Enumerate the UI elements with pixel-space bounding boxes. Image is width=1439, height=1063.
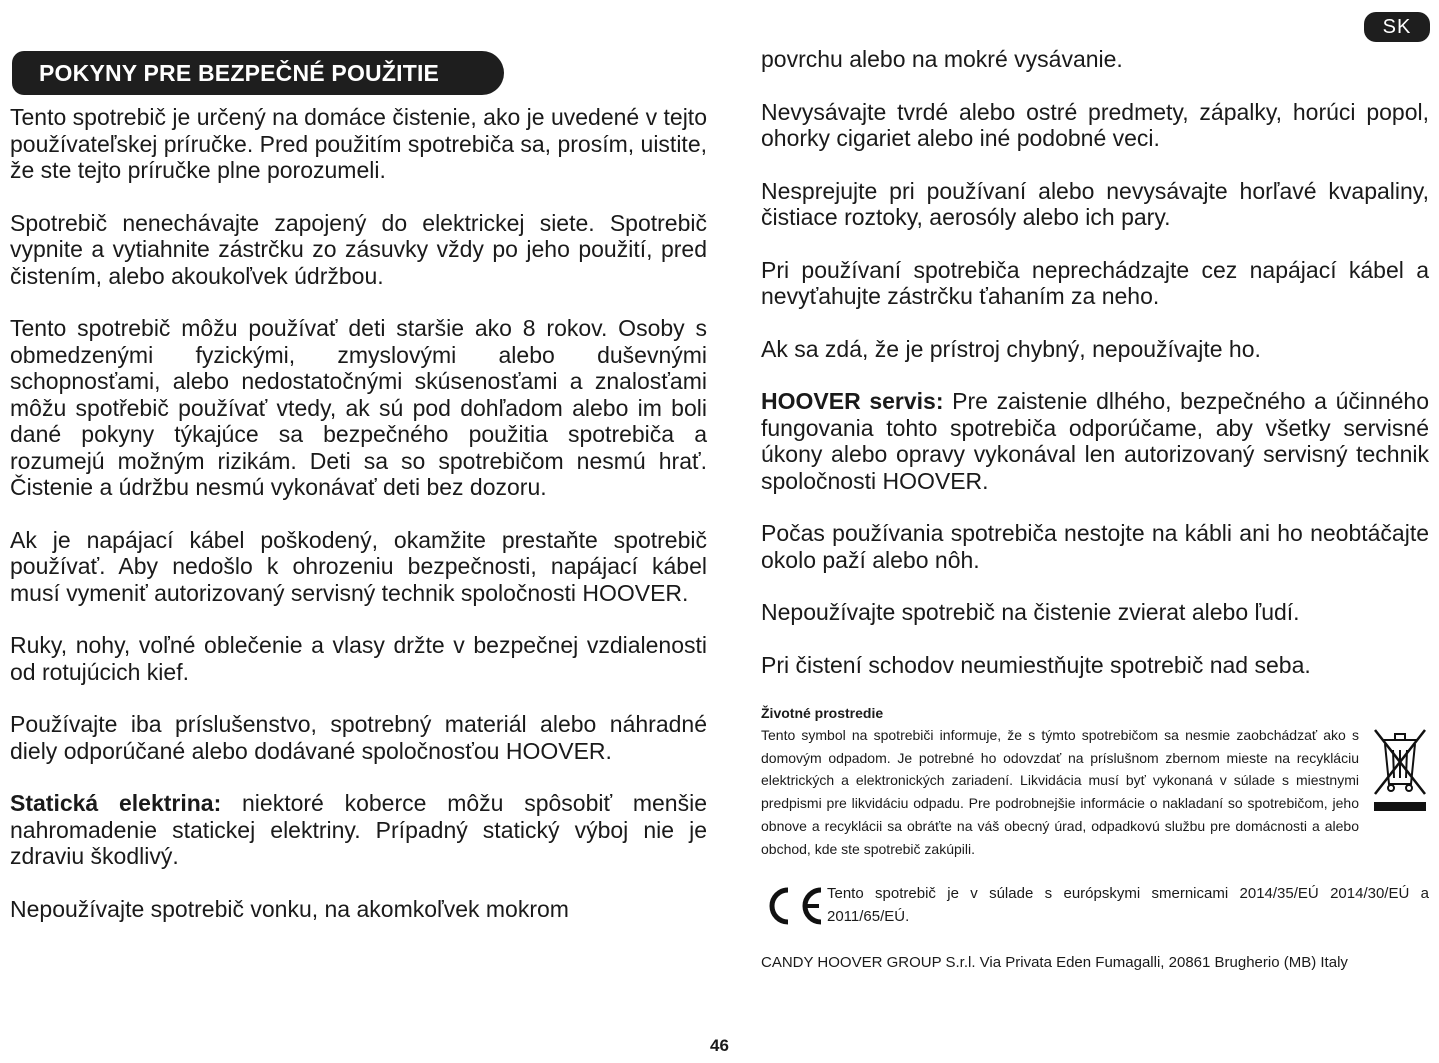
paragraph-rotating-brushes: Ruky, nohy, voľné oblečenie a vlasy držte v bezpečnej vzdialenosti od rotujúcich kief. [10, 632, 707, 685]
environment-title: Životné prostredie [761, 705, 884, 721]
language-badge: SK [1364, 12, 1430, 42]
paragraph-people-animals: Nepoužívajte spotrebič na čistenie zvierat alebo ľudí. [761, 599, 1300, 625]
paragraph-intended-use: Tento spotrebič je určený na domáce čistenie, ako je uvedené v tejto používateľskej príručke. Pred použitím spotrebiča sa, prosím, uistite, že ste tejto príručke plne porozumeli. [10, 104, 708, 183]
hoover-service-text: Pre zaistenie dlhého, bezpečného a účinného fungovania tohto spotrebiča odporúčame, aby všetky servisné úkony alebo opravy vykonával len autorizovaný servisný technik spoločnosti HOOVER. [761, 388, 1429, 494]
paragraph-wet-surface: povrchu alebo na mokré vysávanie. [761, 46, 1123, 72]
paragraph-power-cable: Pri používaní spotrebiča neprechádzajte cez napájací kábel a nevyťahujte zástrčku ťahaním za neho. [761, 256, 1429, 309]
ce-compliance-text: Tento spotrebič je v súlade s európskymi smernicami 2014/35/EÚ 2014/30/EÚ a 2011/65/EÚ. [827, 885, 1429, 926]
paragraph-flammable: Nesprejujte pri používaní alebo nevysávajte horľavé kvapaliny, čistiace roztoky, aerosóly alebo ich pary. [761, 177, 1429, 230]
ce-mark-icon [761, 884, 825, 928]
paragraph-faulty-device: Ak sa zdá, že je prístroj chybný, nepoužívajte ho. [761, 335, 1261, 362]
ce-compliance [761, 882, 1429, 928]
environment-section [761, 702, 1429, 860]
company-address: CANDY HOOVER GROUP S.r.l. Via Privata Eden Fumagalli, 20861 Brugherio (MB) Italy [761, 954, 1348, 972]
static-electricity-text: niektoré koberce môžu spôsobiť menšie nahromadenie statickej elektriny. Prípadný statický výboj nie je zdraviu škodlivý. [10, 790, 707, 869]
environment-text: Tento symbol na spotrebiči informuje, že s týmto spotrebičom sa nesmie zaobchádzať ako s domovým odpadom. Je potrebné ho odovzdať na príslušnom zbernom mieste na recykláciu elektrických a elektronických zariadení. Likvidácia musí byť vykonaná v súlade s miestnymi predpismi pre likvidáciu odpadu. Pre podrobnejšie informácie o nakladaní so spotrebičom, jeho obnove a recyklácii sa obráťte na váš obecný úrad, odpadkovú službu pre domácnosti a alebo obchod, kde ste spotrebič zakúpili. [761, 727, 1359, 857]
page-number: 46 [710, 1036, 729, 1055]
paragraph-hard-objects: Nevysávajte tvrdé alebo ostré predmety, zápalky, horúci popol, ohorky cigariet alebo iné podobné veci. [761, 98, 1429, 151]
paragraph-hoover-service [761, 388, 1429, 494]
section-title: POKYNY PRE BEZPEČNÉ POUŽITIE [12, 51, 504, 95]
paragraph-accessories: Používajte iba príslušenstvo, spotrebný materiál alebo náhradné diely odporúčané alebo dodávané spoločnosťou HOOVER. [10, 711, 707, 764]
paragraph-damaged-cable: Ak je napájací kábel poškodený, okamžite prestaňte spotrebič používať. Aby nedošlo k ohrozeniu bezpečnosti, napájací kábel musí vymeniť autorizovaný servisný technik spoločnosti HOOVER. [10, 526, 707, 606]
paragraph-outdoor-use: Nepoužívajte spotrebič vonku, na akomkoľvek mokrom [10, 895, 569, 922]
hoover-service-label: HOOVER servis: [761, 388, 944, 414]
crossed-out-bin-icon [1371, 726, 1429, 812]
paragraph-static-electricity [10, 790, 707, 870]
left-column [10, 104, 707, 922]
right-column [761, 46, 1429, 974]
paragraph-stairs: Pri čistení schodov neumiestňujte spotrebič nad seba. [761, 651, 1311, 678]
paragraph-children: Tento spotrebič môžu používať deti staršie ako 8 rokov. Osoby s obmedzenými fyzickými, zmyslovými alebo duševnými schopnosťami, alebo nedostatočnými skúsenosťami a znalosťami môžu spotřebič používať vtedy, ak sú pod dohľadom alebo im boli dané pokyny týkajúce sa bezpečného použitia spotrebiča a rozumejú možným rizikám. Deti sa so spotrebičom nesmú hrať. Čistenie a údržbu nesmú vykonávať deti bez dozoru. [10, 315, 707, 500]
static-electricity-label: Statická elektrina: [10, 790, 222, 816]
paragraph-unplug: Spotrebič nenechávajte zapojený do elektrickej siete. Spotrebič vypnite a vytiahnite zástrčku zo zásuvky vždy po jeho použití, pred čistením, alebo akoukoľvek údržbou. [10, 209, 707, 289]
paragraph-cable-safety: Počas používania spotrebiča nestojte na kábli ani ho neobtáčajte okolo paží alebo nôh. [761, 520, 1429, 573]
